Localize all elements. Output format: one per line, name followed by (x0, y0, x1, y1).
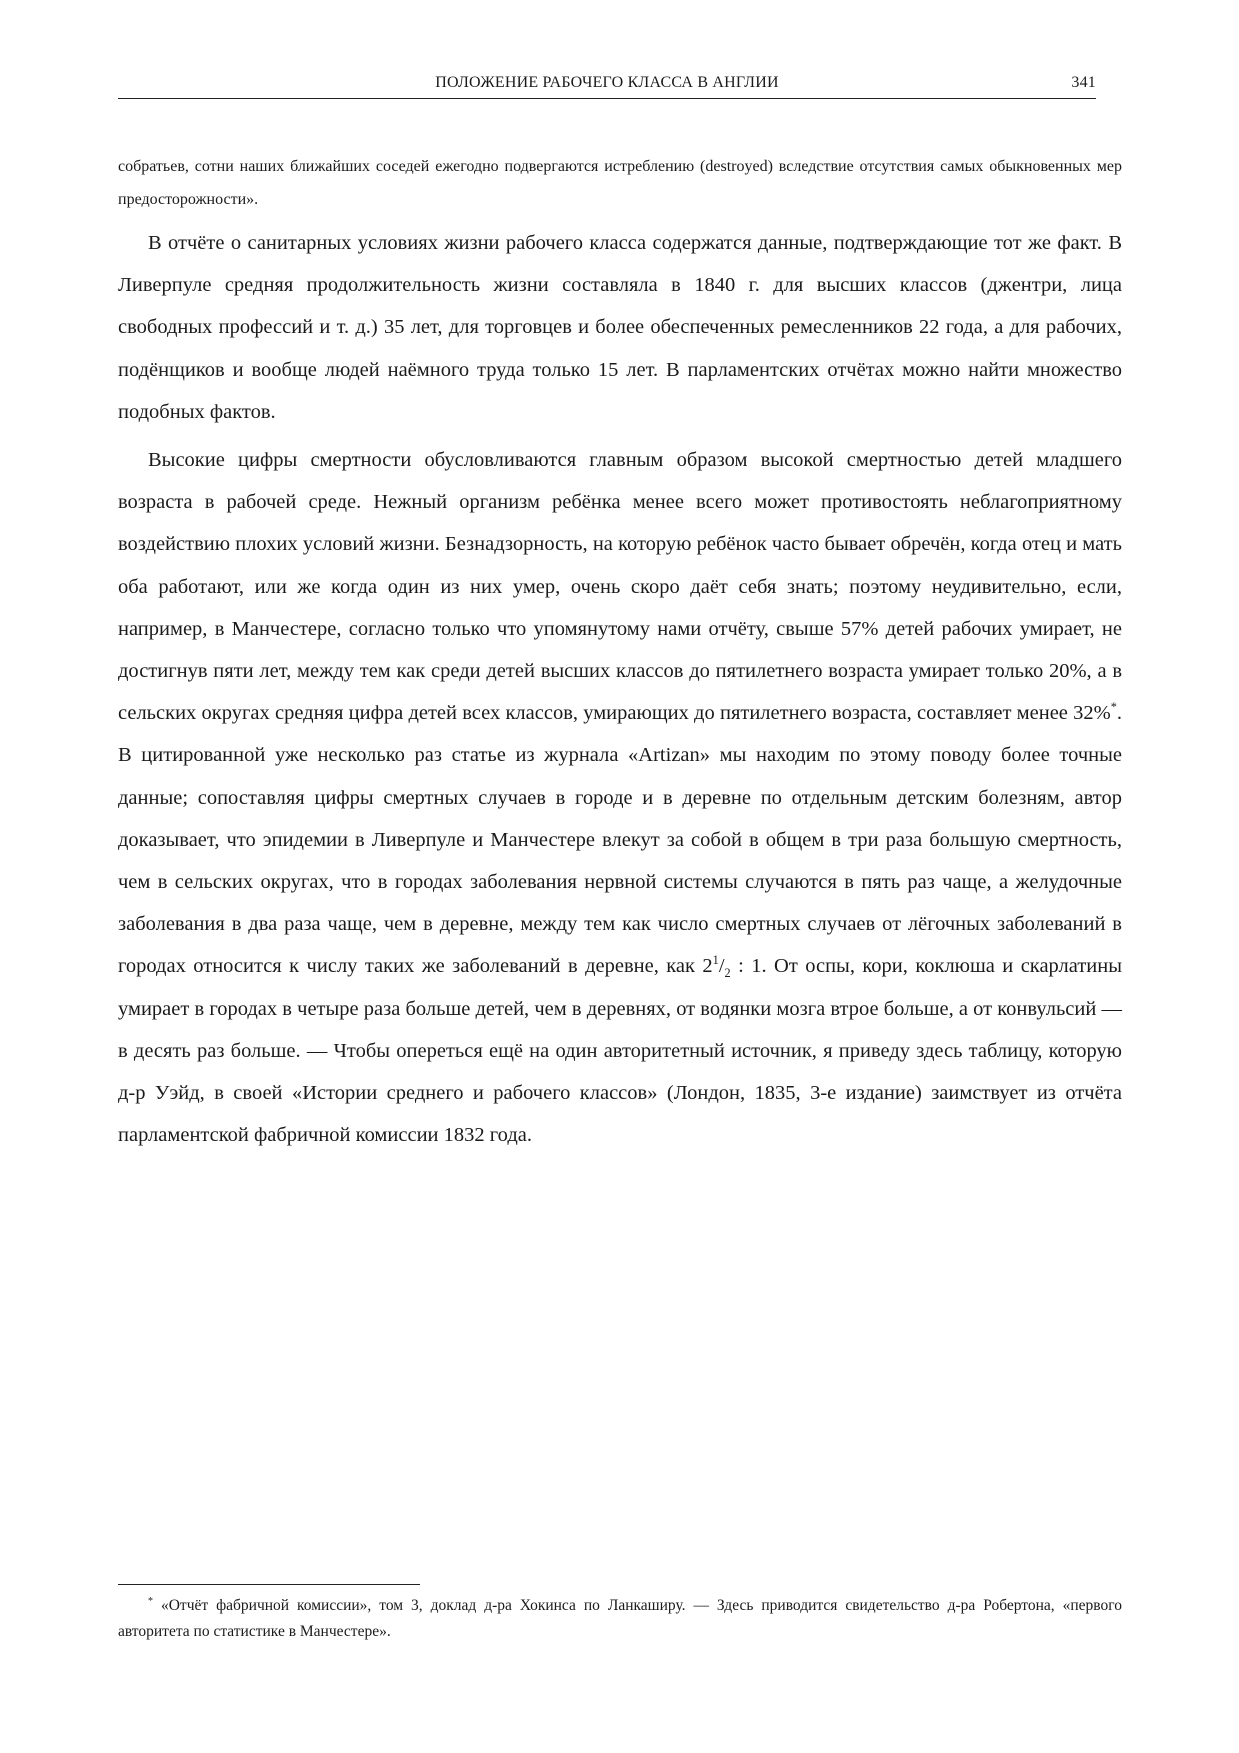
footnote-text: «Отчёт фабричной комиссии», том 3, доклад д-ра Хокинса по Ланкаширу. — Здесь приводится свидетельство д-ра Робертона, «первого авторитета по статистике в Манчестере». (118, 1597, 1122, 1640)
paragraph-1: В отчёте о санитарных условиях жизни рабочего класса содержатся данные, подтверждающие тот же факт. В Ливерпуле средняя продолжительность жизни составляла в 1840 г. для высших классов (джентри, лица свободных профессий и т. д.) 35 лет, для торговцев и более обеспеченных ремесленников 22 года, а для рабочих, подёнщиков и вообще людей наёмного труда только 15 лет. В парламентских отчётах можно найти множество подобных фактов. (118, 232, 1122, 423)
running-header-title: ПОЛОЖЕНИЕ РАБОЧЕГО КЛАССА В АНГЛИИ (435, 74, 779, 91)
footnote-reference[interactable]: * (1110, 700, 1117, 715)
footnote-marker: * (148, 1595, 154, 1607)
ratio-slash: / (718, 955, 725, 978)
quote-continuation: собратьев, сотни наших ближайших соседей ежегодно подвергаются истреблению (destroyed) вследствие отсутствия самых обыкновенных мер предосторожности». (118, 158, 1122, 208)
footnote (118, 1593, 1122, 1645)
page-number: 341 (1071, 74, 1096, 91)
paragraph-2-part-2: . В цитированной уже несколько раз статье из журнала «Artizan» мы находим по этому поводу более точные данные; сопоставляя цифры смертных случаев в городе и в деревне по отдельным детским болезням, автор доказывает, что эпидемии в Ливерпуле и Манчестере влекут за собой в общем в три раза большую смертность, чем в сельских округах, что в городах заболевания нервной системы случаются в пять раз чаще, а желудочные заболевания в два раза чаще, чем в деревне, между тем как число смертных случаев от лёгочных заболеваний в городах относится к числу таких же заболеваний в деревне, как 2 (118, 702, 1122, 978)
running-header (118, 72, 1096, 99)
body-text (118, 150, 1122, 1156)
paragraph-2-part-1: Высокие цифры смертности обусловливаются главным образом высокой смертностью детей младшего возраста в рабочей среде. Нежный организм ребёнка менее всего может противостоять неблагоприятному воздействию плохих условий жизни. Безнадзорность, на которую ребёнок часто бывает обречён, когда отец и мать оба работают, или же когда один из них умер, очень скоро даёт себя знать; поэтому неудивительно, если, например, в Манчестере, согласно только что упомянутому нами отчёту, свыше 57% детей рабочих умирает, не достигнув пяти лет, между тем как среди детей высших классов до пятилетнего возраста умирает только 20%, а в сельских округах средняя цифра детей всех классов, умирающих до пятилетнего возраста, составляет менее 32% (118, 449, 1122, 725)
ratio-numerator: 1 (712, 953, 719, 968)
paragraph-2 (118, 439, 1122, 1156)
footnote-divider (118, 1584, 420, 1585)
ratio-denominator: 2 (724, 966, 731, 981)
paragraph-2-part-3: : 1. От оспы, кори, коклюша и скарлатины умирает в городах в четыре раза больше детей, чем в деревнях, от водянки мозга втрое больше, а от конвульсий — в десять раз больше. — Чтобы опереться ещё на один авторитетный источник, я приведу здесь таблицу, которую д-р Уэйд, в своей «Истории среднего и рабочего классов» (Лондон, 1835, 3-е издание) заимствует из отчёта парламентской фабричной комиссии 1832 года. (118, 955, 1123, 1147)
